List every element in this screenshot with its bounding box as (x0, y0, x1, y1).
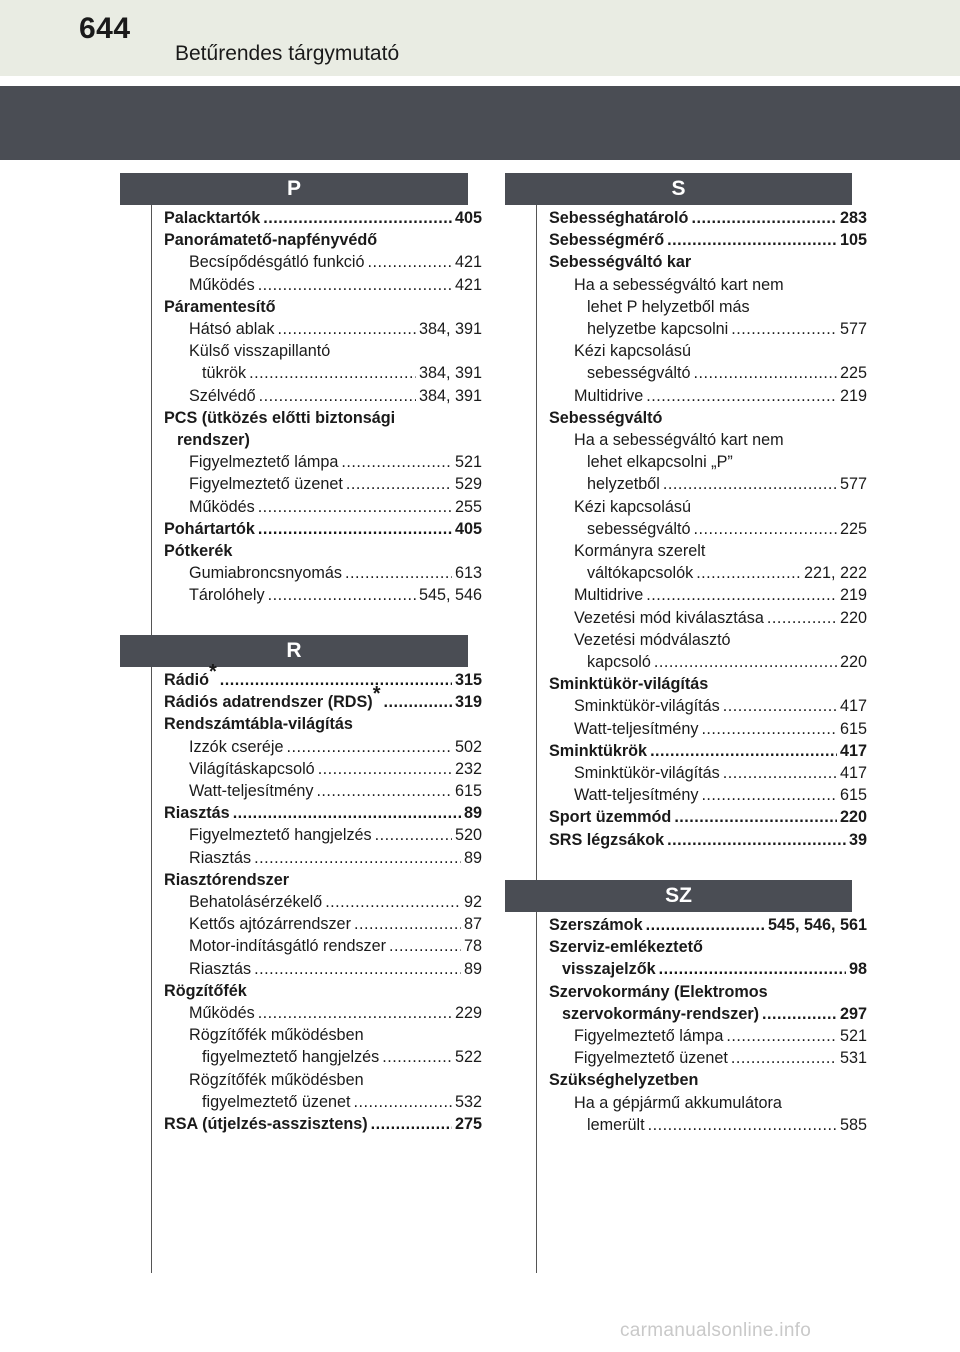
index-entry (164, 824, 482, 846)
index-entry (549, 673, 867, 695)
index-term: Ha a sebességváltó kart nem (574, 275, 784, 294)
index-term: lemerült (587, 1115, 645, 1134)
page-reference: 615 (839, 719, 867, 738)
section-header-p: P (120, 173, 468, 205)
page-reference: 521 (839, 1027, 867, 1046)
dot-leader (731, 318, 837, 340)
dot-leader (654, 651, 837, 673)
dot-leader (696, 562, 801, 584)
index-entry (549, 318, 867, 340)
index-term: Riasztás (189, 959, 252, 978)
index-term: Behatolásérzékelő (189, 893, 323, 912)
index-entry (549, 429, 867, 451)
page-reference: 577 (839, 320, 867, 339)
index-term: Külső visszapillantó (189, 342, 331, 361)
index-entry (549, 407, 867, 429)
index-entry (164, 780, 482, 802)
index-term: Riasztás (189, 848, 252, 867)
index-term: Vezetési mód kiválasztása (574, 608, 764, 627)
dot-leader (383, 691, 452, 713)
dot-leader (726, 1025, 837, 1047)
index-entry (549, 362, 867, 384)
index-entry (549, 540, 867, 562)
page-reference: 384, 391 (418, 320, 482, 339)
index-entry (549, 473, 867, 495)
dot-leader (268, 584, 416, 606)
index-entry (164, 451, 482, 473)
index-term: váltókapcsolók (587, 564, 694, 583)
index-entry (164, 518, 482, 540)
index-term: Motor-indításgátló rendszer (189, 937, 387, 956)
index-entry (164, 758, 482, 780)
index-term: Sminktükrök (549, 741, 648, 760)
dot-leader (723, 762, 837, 784)
page-reference: 219 (839, 586, 867, 605)
page-reference: 89 (463, 804, 482, 823)
page-reference: 405 (454, 519, 482, 538)
index-entry (164, 980, 482, 1002)
index-term: Rádió* (164, 661, 217, 689)
index-entry (164, 1046, 482, 1068)
index-term: Rádiós adatrendszer (RDS)* (164, 683, 381, 712)
index-entry (549, 806, 867, 828)
index-term: Figyelmeztető lámpa (574, 1027, 724, 1046)
index-entry (549, 740, 867, 762)
index-term: Sebességmérő (549, 231, 665, 250)
index-term: Pótkerék (164, 542, 233, 561)
dot-leader (382, 1046, 452, 1068)
index-term: sebességváltó (587, 519, 691, 538)
page-reference: 283 (839, 209, 867, 227)
index-entry (549, 936, 867, 958)
index-term: Palacktartók (164, 209, 261, 227)
page-reference: 417 (839, 764, 867, 783)
index-term: Watt-teljesítmény (574, 786, 699, 805)
dot-leader (258, 274, 452, 296)
index-term: Rendszámtábla-világítás (164, 715, 353, 734)
index-term: lehet P helyzetből más (587, 297, 750, 316)
dot-leader (723, 695, 837, 717)
index-term: Kettős ajtózárrendszer (189, 915, 351, 934)
page-reference: 219 (839, 386, 867, 405)
dot-leader (731, 1047, 837, 1069)
dot-leader (263, 207, 452, 229)
dot-leader (667, 829, 846, 851)
page-reference: 229 (454, 1004, 482, 1023)
dot-leader (258, 496, 452, 518)
dot-leader (667, 229, 837, 251)
dot-leader (341, 451, 452, 473)
dot-leader (345, 562, 452, 584)
index-term: Gumiabroncsnyomás (189, 564, 342, 583)
column-divider-right (536, 205, 537, 1273)
page-reference: 78 (463, 937, 482, 956)
dot-leader (646, 385, 837, 407)
column-divider-left (151, 205, 152, 1273)
index-entry (164, 385, 482, 407)
index-entry (549, 1092, 867, 1114)
index-term: kapcsoló (587, 653, 651, 672)
index-term: Szervokormány (Elektromos (549, 982, 768, 1001)
page-reference: 615 (839, 786, 867, 805)
index-entry (549, 1114, 867, 1136)
index-term: Panorámatető-napfényvédő (164, 231, 378, 250)
index-term: Szükséghelyzetben (549, 1071, 699, 1090)
index-entry (164, 540, 482, 562)
index-entry (549, 385, 867, 407)
page-reference: 502 (454, 737, 482, 756)
page-reference: 384, 391 (418, 386, 482, 405)
page-reference: 405 (454, 209, 482, 227)
index-entry (164, 713, 482, 735)
page-reference: 225 (839, 519, 867, 538)
index-term: Kézi kapcsolású (574, 342, 691, 361)
dot-leader (259, 385, 416, 407)
index-entry (549, 229, 867, 251)
index-entry (549, 340, 867, 362)
dot-leader (648, 1114, 837, 1136)
index-term: Sebességhatároló (549, 209, 689, 227)
index-entry (164, 229, 482, 251)
dot-leader (371, 1113, 452, 1135)
index-entry (164, 1069, 482, 1091)
index-entry (549, 562, 867, 584)
index-entry (549, 584, 867, 606)
page-reference: 529 (454, 475, 482, 494)
dot-leader (646, 584, 837, 606)
page-reference: 421 (454, 253, 482, 272)
index-term: Működés (189, 1004, 255, 1023)
index-entry (549, 914, 867, 936)
index-term: Működés (189, 275, 255, 294)
page-reference: 522 (454, 1048, 482, 1067)
index-entry (164, 869, 482, 891)
index-term: Ha a gépjármű akkumulátora (574, 1093, 782, 1112)
index-term: szervokormány-rendszer) (562, 1004, 760, 1023)
page-reference: 232 (454, 759, 482, 778)
index-term: Sebességváltó kar (549, 253, 692, 272)
index-term: RSA (útjelzés-asszisztens) (164, 1115, 368, 1134)
index-entry (549, 695, 867, 717)
dot-leader (646, 914, 765, 936)
index-term: helyzetbe kapcsolni (587, 320, 729, 339)
index-term: Multidrive (574, 586, 644, 605)
index-entry (164, 318, 482, 340)
index-entry (164, 683, 482, 713)
footnote-marker: * (208, 661, 217, 683)
index-entry (549, 1047, 867, 1069)
page-reference: 220 (839, 653, 867, 672)
dot-leader (254, 958, 461, 980)
index-entry (549, 718, 867, 740)
index-term: Rögzítőfék (164, 981, 247, 1000)
index-term: Sebességváltó (549, 408, 663, 427)
page-reference: 89 (463, 848, 482, 867)
index-list-r (164, 661, 482, 1135)
page-reference: 220 (839, 608, 867, 627)
index-entry (164, 958, 482, 980)
dot-leader (389, 935, 461, 957)
dot-leader (701, 784, 837, 806)
index-entry (549, 784, 867, 806)
page-reference: 532 (454, 1092, 482, 1111)
page-reference: 545, 546 (418, 586, 482, 605)
index-entry (549, 651, 867, 673)
page-reference: 255 (454, 497, 482, 516)
index-term: Szerviz-emlékeztető (549, 938, 703, 957)
index-term: sebességváltó (587, 364, 691, 383)
dot-leader (353, 1091, 452, 1113)
index-entry (549, 607, 867, 629)
index-entry (549, 496, 867, 518)
dot-leader (694, 518, 837, 540)
dot-leader (354, 913, 461, 935)
section-header-s: S (505, 173, 852, 205)
index-term: Kormányra szerelt (574, 542, 706, 561)
index-entry (164, 1002, 482, 1024)
index-term: Figyelmeztető lámpa (189, 453, 339, 472)
index-entry (549, 981, 867, 1003)
index-entry (549, 762, 867, 784)
page-reference: 225 (839, 364, 867, 383)
index-term: Riasztás (164, 804, 230, 823)
page-reference: 521 (454, 453, 482, 472)
index-entry (164, 429, 482, 451)
page-reference: 417 (839, 697, 867, 716)
index-entry (549, 274, 867, 296)
dot-leader (220, 669, 452, 691)
header-band (0, 86, 960, 160)
index-term: Figyelmeztető üzenet (189, 475, 343, 494)
index-term: Figyelmeztető hangjelzés (189, 826, 372, 845)
index-entry (164, 847, 482, 869)
page-reference: 89 (463, 959, 482, 978)
index-term: lehet elkapcsolni „P” (587, 453, 733, 472)
index-entry (164, 891, 482, 913)
dot-leader (254, 847, 461, 869)
index-term: Vezetési módválasztó (574, 630, 731, 649)
index-entry (164, 496, 482, 518)
index-entry (549, 451, 867, 473)
index-term: Páramentesítő (164, 297, 276, 316)
index-term: Sport üzemmód (549, 808, 672, 827)
index-term: Tárolóhely (189, 586, 265, 605)
index-term: SRS légzsákok (549, 830, 665, 849)
page-reference: 421 (454, 275, 482, 294)
index-entry (549, 829, 867, 851)
index-entry (164, 562, 482, 584)
index-entry (164, 207, 482, 229)
index-term: Működés (189, 497, 255, 516)
dot-leader (346, 473, 452, 495)
page-reference: 615 (454, 782, 482, 801)
dot-leader (286, 736, 452, 758)
section-header-r: R (120, 635, 468, 667)
dot-leader (277, 318, 416, 340)
index-entry (164, 913, 482, 935)
index-term: Szerszámok (549, 916, 643, 934)
page-reference: 545, 546, 561 (767, 916, 867, 934)
index-entry (164, 661, 482, 691)
index-entry (549, 207, 867, 229)
index-entry (164, 736, 482, 758)
index-term: Watt-teljesítmény (574, 719, 699, 738)
section-header-sz: SZ (505, 880, 852, 912)
page-reference: 39 (848, 830, 867, 849)
page-reference: 417 (839, 741, 867, 760)
index-entry (164, 473, 482, 495)
index-entry (164, 340, 482, 362)
dot-leader (249, 362, 416, 384)
dot-leader (258, 1002, 452, 1024)
index-entry (164, 935, 482, 957)
page-reference: 520 (454, 826, 482, 845)
index-entry (164, 584, 482, 606)
page-title: Betűrendes tárgymutató (175, 42, 400, 65)
index-entry (164, 802, 482, 824)
index-term: Riasztórendszer (164, 870, 290, 889)
index-entry (549, 518, 867, 540)
index-entry (164, 1024, 482, 1046)
index-entry (549, 1025, 867, 1047)
index-term: Watt-teljesítmény (189, 782, 314, 801)
index-term: figyelmeztető hangjelzés (202, 1048, 380, 1067)
index-entry (164, 1091, 482, 1113)
index-entry (164, 296, 482, 318)
index-term: Izzók cseréje (189, 737, 284, 756)
index-entry (549, 296, 867, 318)
index-term: Világításkapcsoló (189, 759, 315, 778)
index-entry (164, 407, 482, 429)
page-reference: 577 (839, 475, 867, 494)
index-entry (549, 251, 867, 273)
index-term: figyelmeztető üzenet (202, 1092, 351, 1111)
page-reference: 315 (454, 671, 482, 689)
page-reference: 98 (848, 960, 867, 979)
index-list-sz (549, 914, 867, 1136)
index-term: helyzetből (587, 475, 660, 494)
index-term: Sminktükör-világítás (574, 697, 720, 716)
index-entry (164, 362, 482, 384)
index-entry (549, 1069, 867, 1091)
index-entry (549, 958, 867, 980)
watermark-text: carmanualsonline.info (620, 1320, 812, 1341)
header-strip (0, 0, 960, 76)
dot-leader (233, 802, 461, 824)
dot-leader (316, 780, 452, 802)
index-term: Szélvédő (189, 386, 256, 405)
index-term: Ha a sebességváltó kart nem (574, 431, 784, 450)
page-reference: 92 (463, 893, 482, 912)
index-term: Pohártartók (164, 519, 255, 538)
page-reference: 275 (454, 1115, 482, 1134)
index-list-p (164, 207, 482, 607)
dot-leader (325, 891, 461, 913)
index-term: Figyelmeztető üzenet (574, 1049, 728, 1068)
page-reference: 585 (839, 1115, 867, 1134)
dot-leader (650, 740, 837, 762)
index-term: Sminktükör-világítás (574, 764, 720, 783)
dot-leader (701, 718, 837, 740)
dot-leader (663, 473, 837, 495)
index-term: visszajelzők (562, 960, 656, 979)
page-reference: 319 (454, 693, 482, 712)
index-term: Rögzítőfék működésben (189, 1026, 364, 1045)
index-term: Rögzítőfék működésben (189, 1070, 364, 1089)
index-entry (164, 1113, 482, 1135)
dot-leader (691, 207, 837, 229)
page-number: 644 (79, 12, 131, 45)
index-term: Kézi kapcsolású (574, 497, 691, 516)
index-term: tükrök (202, 364, 247, 383)
page-reference: 87 (463, 915, 482, 934)
page-reference: 221, 222 (803, 564, 867, 583)
index-entry (164, 251, 482, 273)
index-entry (164, 274, 482, 296)
dot-leader (762, 1003, 837, 1025)
index-term: Multidrive (574, 386, 644, 405)
page-reference: 220 (839, 808, 867, 827)
index-term: Sminktükör-világítás (549, 675, 709, 694)
dot-leader (258, 518, 452, 540)
dot-leader (318, 758, 452, 780)
page-reference: 105 (839, 231, 867, 250)
page-reference: 613 (454, 564, 482, 583)
index-term: Becsípődésgátló funkció (189, 253, 365, 272)
index-entry (549, 1003, 867, 1025)
index-entry (549, 629, 867, 651)
footnote-marker: * (372, 683, 381, 706)
index-list-s (549, 207, 867, 851)
dot-leader (694, 362, 837, 384)
dot-leader (367, 251, 452, 273)
dot-leader (659, 958, 846, 980)
dot-leader (375, 824, 452, 846)
index-term: PCS (ütközés előtti biztonsági (164, 408, 396, 427)
page-reference: 384, 391 (418, 364, 482, 383)
page-reference: 531 (839, 1049, 867, 1068)
dot-leader (767, 607, 837, 629)
page-reference: 297 (839, 1004, 867, 1023)
index-term: Hátsó ablak (189, 320, 275, 339)
dot-leader (674, 806, 837, 828)
index-term: rendszer) (177, 431, 250, 450)
